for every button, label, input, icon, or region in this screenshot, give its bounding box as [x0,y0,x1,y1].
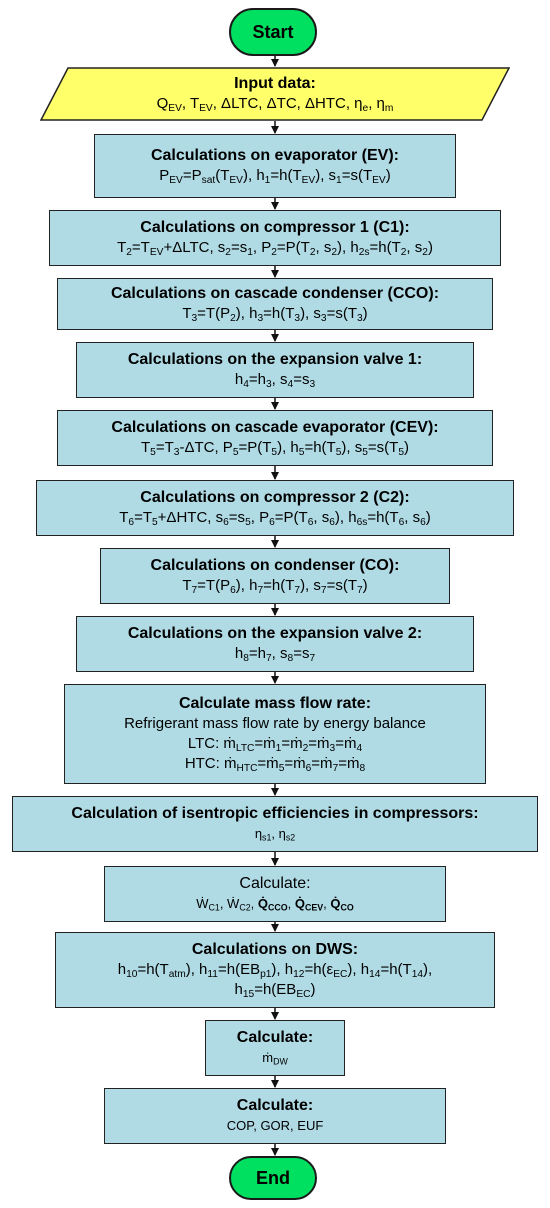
step-equation: $h_8=h_7$, $s_8=s_7$ [234,645,316,665]
step-equation: $h_{10}=h(T_{atm})$, $h_{11}=h(EB_{p1})$, $h_{12}=h(\varepsilon_{EC})$, $h_{14}=h(T_{14})$, [117,961,433,981]
step-title: Calculate: [236,1029,314,1046]
step-title: Calculate: [236,1097,314,1114]
input-data-box [40,67,510,121]
step-equation: $T_6=T_5+\Delta HTC$, $s_6=s_5$, $P_6=P(T_6$, $s_6$), $h_{6s}=h(T_6$, $s_6$) [119,509,431,529]
step-dws [55,932,495,1008]
input-title: Input data: [234,75,316,92]
step-title: Calculations on the expansion valve 1: [127,351,423,368]
step-equation: Ẇ$_{C1}$, Ẇ$_{C2}$, $Q̇_{CCO}$, $Q̇_{CEV}$, $Q̇_{CO}$ [196,896,354,913]
step-title: Calculations on compressor 1 (C1): [140,219,410,236]
step-isentropic-efficiencies [12,796,538,852]
step-title: Calculate mass flow rate: [178,695,372,712]
step-title: Calculation of isentropic efficiencies in compressors: [71,805,479,822]
step-expansion-valve-1 [76,342,474,398]
step-equation: $T_2=T_{EV}+\Delta LTC$, $s_2=s_1$, $P_2=P(T_2$, $s_2$), $h_{2s}=h(T_2$, $s_2$) [117,239,433,259]
step-title: Calculations on condenser (CO): [150,557,400,574]
step-title: Calculations on the expansion valve 2: [127,625,423,642]
step-title: Calculations on compressor 2 (C2): [140,489,410,506]
step-calculate-performance [104,1088,446,1144]
step-calculate-power-heat [104,866,446,922]
step-equation: COP, GOR, EUF [226,1118,324,1133]
step-equation: $T_5=T_3$-ΔTC, $P_5=P(T_5)$, $h_5=h(T_5)$, $s_5=s(T_5)$ [141,439,409,459]
step-equation: $T_3=T(P_2)$, $h_3=h(T_3)$, $s_3=s(T_3)$ [182,305,368,325]
step-equation: ṁ$_{DW}$ [262,1050,288,1067]
step-calculate-distilled-water [205,1020,345,1076]
step-equation-cont: $h_{15}=h(EB_{EC})$ [234,981,316,1001]
step-evaporator [94,134,456,198]
step-title: Calculations on DWS: [191,941,359,958]
step-equation-ltc: LTC: ṁ$_{LTC}$=ṁ$_1$=ṁ$_2$=ṁ$_3$=ṁ$_4$ [187,735,363,755]
step-condenser [100,548,450,604]
step-compressor-1 [49,210,501,266]
end-terminal [229,1156,317,1200]
step-equation: $T_7=T(P_6)$, $h_7=h(T_7)$, $s_7=s(T_7)$ [182,577,368,597]
step-equation: $\eta_{s1}$, $\eta_{s2}$ [254,826,296,843]
end-label: End [256,1167,290,1188]
step-compressor-2 [36,480,514,536]
step-title: Calculations on cascade evaporator (CEV): [111,419,439,436]
step-cascade-evaporator [57,410,493,466]
step-title: Calculations on cascade condenser (CCO): [110,285,440,302]
step-title: Calculate: [239,875,311,892]
step-equation-htc: HTC: ṁ$_{HTC}$=ṁ$_5$=ṁ$_6$=ṁ$_7$=ṁ$_8$ [184,755,366,775]
step-mass-flow-rate [64,684,486,784]
step-description: Refrigerant mass flow rate by energy balance [124,715,426,732]
step-title: Calculations on evaporator (EV): [150,147,400,164]
step-equation: $P_{EV}=P_{sat}(T_{EV})$, $h_1=h(T_{EV})$, $s_1=s(T_{EV})$ [159,167,391,187]
step-expansion-valve-2 [76,616,474,672]
start-terminal [229,8,317,56]
input-variables: $Q_{EV}$, $T_{EV}$, ΔLTC, ΔTC, ΔHTC, $\eta_e$, $\eta_m$ [156,95,394,115]
start-label: Start [252,21,294,42]
step-cascade-condenser [57,278,493,330]
step-equation: $h_4=h_3$, $s_4=s_3$ [234,371,316,391]
